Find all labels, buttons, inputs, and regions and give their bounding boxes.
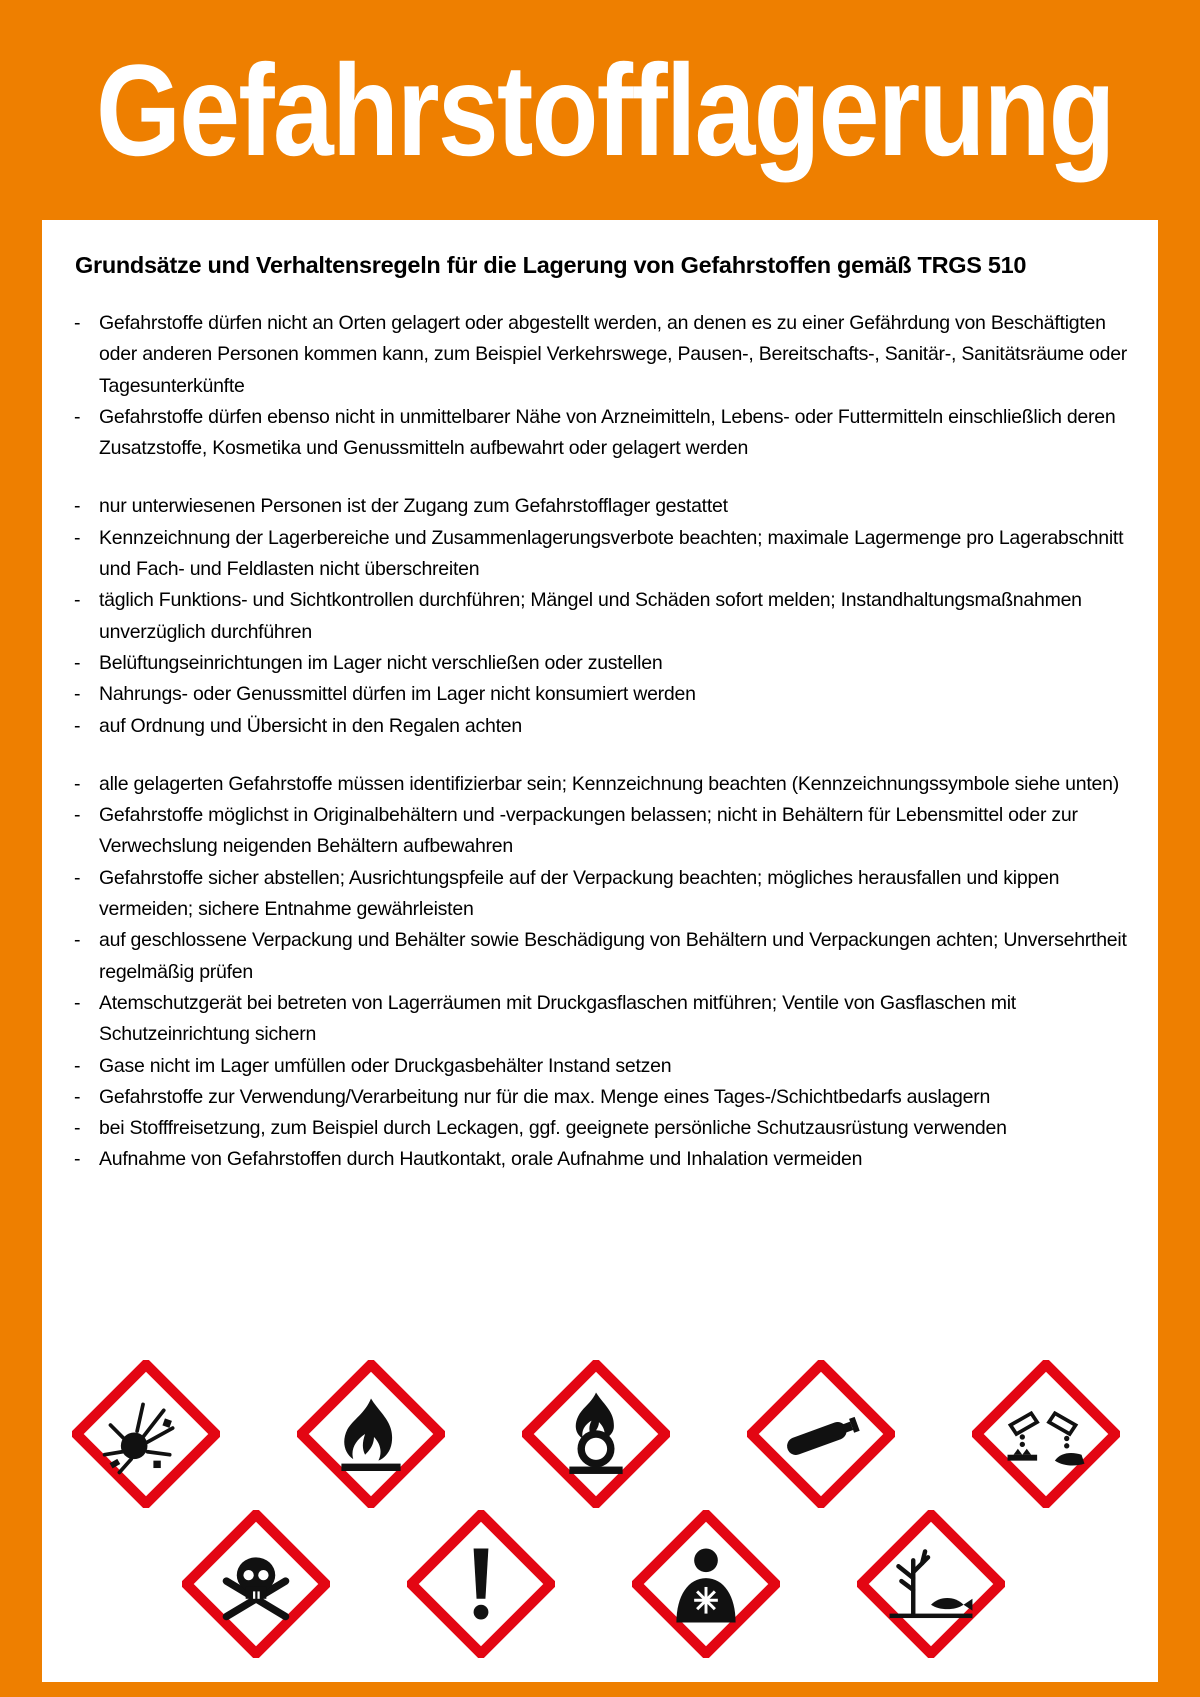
rule-item: - Gefahrstoffe dürfen nicht an Orten gelagert oder abgestellt werden, an denen es zu einer Gefährdung von Beschäftigten oder anderen Personen kommen kann, zum Beispiel Verkehrswege, Pausen-, Bereitschafts-, Sanitär-, Sanitätsräume oder Tagesunterkünfte	[72, 308, 1128, 402]
rule-item: - auf geschlossene Verpackung und Behälter sowie Beschädigung von Behältern und Verpackungen achten; Unversehrtheit regelmäßig prüfen	[72, 925, 1128, 988]
rule-item: - Belüftungseinrichtungen im Lager nicht verschließen oder zustellen	[72, 648, 1128, 679]
exclamation-mark-icon	[407, 1510, 555, 1658]
rule-item: - auf Ordnung und Übersicht in den Regalen achten	[72, 711, 1128, 742]
rule-item: - täglich Funktions- und Sichtkontrollen durchführen; Mängel und Schäden sofort melden; Instandhaltungsmaßnahmen unverzüglich durchführen	[72, 585, 1128, 648]
content-panel	[42, 220, 1158, 1682]
rule-item: - Gefahrstoffe sicher abstellen; Ausrichtungspfeile auf der Verpackung beachten; mögliches herausfallen und kippen vermeiden; sichere Entnahme gewährleisten	[72, 863, 1128, 926]
rule-item: - Kennzeichnung der Lagerbereiche und Zusammenlagerungsverbote beachten; maximale Lagermenge pro Lagerabschnitt und Fach- und Feldlasten nicht überschreiten	[72, 523, 1128, 586]
rule-item: - Atemschutzgerät bei betreten von Lagerräumen mit Druckgasflaschen mitführen; Ventile von Gasflaschen mit Schutzeinrichtung sichern	[72, 988, 1128, 1051]
rules-subtitle: Grundsätze und Verhaltensregeln für die Lagerung von Gefahrstoffen gemäß TRGS 510	[75, 252, 1027, 278]
corrosion-icon	[972, 1360, 1120, 1508]
environment-icon	[857, 1510, 1005, 1658]
skull-crossbones-icon	[182, 1510, 330, 1658]
sign-title: Gefahrstofflagerung	[96, 37, 1114, 183]
flame-over-circle-icon	[522, 1360, 670, 1508]
rules-list	[72, 308, 1128, 1176]
rule-item: - Gefahrstoffe dürfen ebenso nicht in unmittelbarer Nähe von Arzneimitteln, Lebens- oder Futtermitteln einschließlich deren Zusatzstoffe, Kosmetika und Genussmitteln aufbewahrt oder gelagert werden	[72, 402, 1128, 465]
rule-item: - Nahrungs- oder Genussmittel dürfen im Lager nicht konsumiert werden	[72, 679, 1128, 710]
gas-cylinder-icon	[747, 1360, 895, 1508]
flame-icon	[297, 1360, 445, 1508]
ghs-pictogram-row	[42, 1320, 1158, 1620]
rule-item: - Gase nicht im Lager umfüllen oder Druckgasbehälter Instand setzen	[72, 1051, 1128, 1082]
rule-group-gap	[72, 464, 1128, 491]
health-hazard-icon	[632, 1510, 780, 1658]
rule-item: - Gefahrstoffe möglichst in Originalbehältern und -verpackungen belassen; nicht in Behältern für Lebensmittel oder zur Verwechslung neigenden Behältern aufbewahren	[72, 800, 1128, 863]
rule-item: - bei Stofffreisetzung, zum Beispiel durch Leckagen, ggf. geeignete persönliche Schutzausrüstung verwenden	[72, 1113, 1128, 1144]
explosive-bomb-icon	[72, 1360, 220, 1508]
rule-group-gap	[72, 742, 1128, 769]
rule-item: - Gefahrstoffe zur Verwendung/Verarbeitung nur für die max. Menge eines Tages-/Schichtbedarfs auslagern	[72, 1082, 1128, 1113]
rule-item: - alle gelagerten Gefahrstoffe müssen identifizierbar sein; Kennzeichnung beachten (Kennzeichnungssymbole siehe unten)	[72, 769, 1128, 800]
rule-item: - nur unterwiesenen Personen ist der Zugang zum Gefahrstofflager gestattet	[72, 491, 1128, 522]
rule-item: - Aufnahme von Gefahrstoffen durch Hautkontakt, orale Aufnahme und Inhalation vermeiden	[72, 1144, 1128, 1175]
